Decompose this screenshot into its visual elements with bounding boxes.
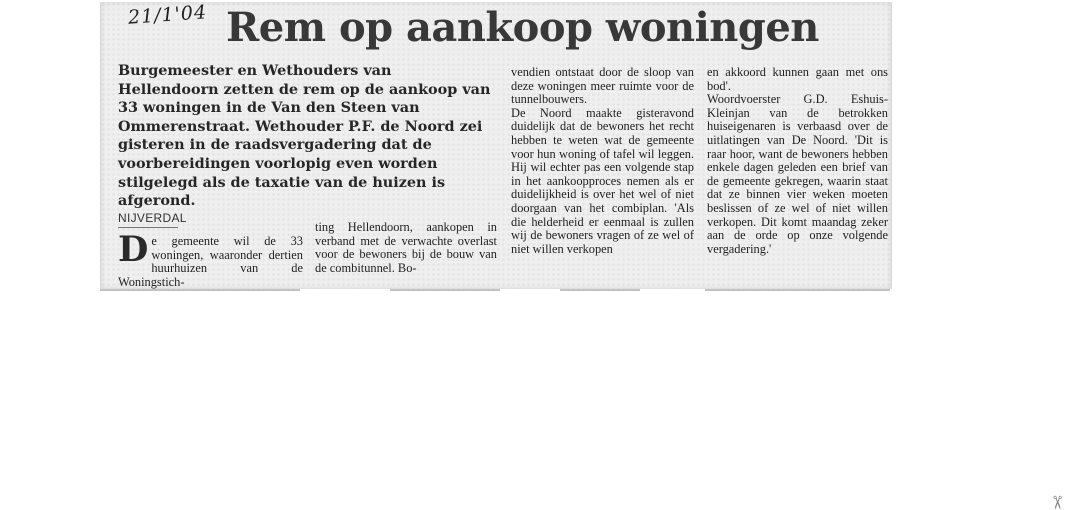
dateline: NIJVERDAL [118, 211, 187, 225]
scan-edge-line [560, 289, 640, 291]
dateline-rule [118, 227, 178, 228]
column-4-paragraph: Woordvoerster G.D. Eshuis-Kleinjan van de betrokken huiseigenaren is verbaasd over de uitlatingen van De Noord. 'Dit is raar hoor, want de bewoners hebben enkele dagen geleden een brief van de gemeente gekregen, waarin staat dat ze binnen vier weken moeten beslissen of ze wel of niet willen verkopen. Dit komt maandag zeker aan de orde op onze volgende vergadering.' [707, 92, 888, 256]
drop-cap: D [118, 229, 149, 270]
article-column-1 [118, 229, 303, 289]
headline: Rem op aankoop woningen [226, 4, 819, 51]
scan-edge-line [390, 289, 500, 291]
column-4-paragraph: en akkoord kunnen gaan met ons bod'. [707, 65, 888, 93]
column-3-paragraph: De Noord maakte gisteravond duidelijk dat de bewoners het recht hebben te weten wat de gemeente voor hun woning of tafel wil leggen. Hij wil echter pas een volgende stap in het aankoopproces nemen als er duidelijkheid is over het wel of niet doorgaan van het combiplan. 'Als die helderheid er eenmaal is zullen wij de bewoners vragen of ze wel of niet willen verkopen [511, 105, 694, 256]
lead-text: Burgemeester en Wethouders van Hellendoorn zetten de rem op de aankoop van 33 woningen in de Van den Steen van Ommerenstraat. Wethouder P.F. de Noord zei gisteren in de raadsvergadering dat de voorbereidingen voorlopig even worden stilgelegd als de taxatie van de huizen is afgerond. [118, 62, 491, 210]
article-column-2 [315, 221, 497, 275]
column-1-paragraph [118, 229, 303, 289]
article-column-3 [511, 66, 694, 256]
lead-paragraph [118, 62, 496, 211]
article-column-4 [707, 66, 888, 256]
column-2-text: ting Hellendoorn, aankopen in verband met de verwachte overlast voor de bewoners bij de bouw van de combitunnel. Bo- [315, 220, 497, 275]
scissors-icon: ✂ [1046, 494, 1068, 510]
column-1-text: e gemeente wil de 33 woningen, waaronder dertien huurhuizen van de Woningstich- [118, 234, 303, 289]
handwritten-date: 21/1'04 [127, 1, 208, 29]
scan-edge-line [705, 289, 890, 291]
column-3-paragraph: vendien ontstaat door de sloop van deze woningen meer ruimte voor de tunnelbouwers. [511, 65, 694, 107]
